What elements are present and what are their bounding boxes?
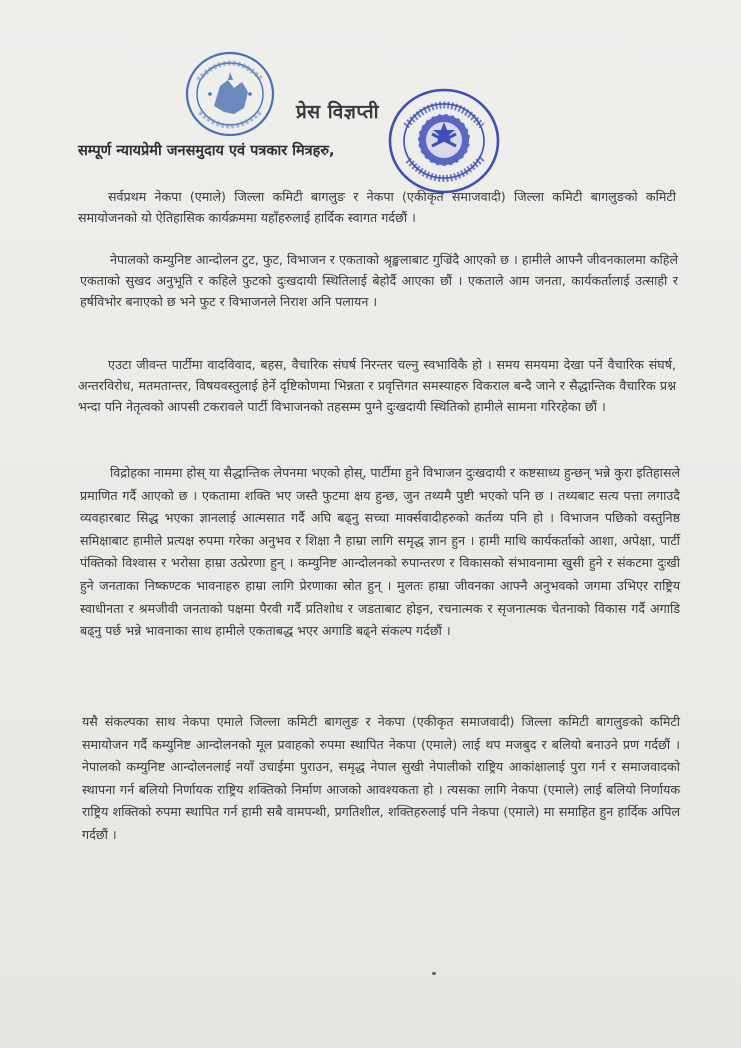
paragraph-appeal: यसै संकल्पका साथ नेकपा एमाले जिल्ला कमिटी बागलुङ र नेकपा (एकीकृत समाजवादी) जिल्ला कमिटी बागलुङको कमिटी समायोजन गर्दै कम्युनिष्ट आन्दोलनको मूल प्रवाहको रुपमा स्थापित नेकपा (एमाले) लाई थप मजबुद र बलियो बनाउने प्रण गर्दछौं । नेपालको कम्युनिष्ट आन्दोलनलाई नयाँ उचाईमा पुराउन, समृद्ध नेपाल सुखी नेपालीको राष्ट्रिय आकांक्षालाई पुरा गर्न र समाजवादको स्थापना गर्न बलियो निर्णायक राष्ट्रिय शक्तिको निर्माण आजको आवश्यकता हो । त्यसका लागि नेकपा (एमाले) लाई बलियो निर्णायक राष्ट्रिय शक्तिको रुपमा स्थापित गर्न हामी सबै वामपन्थी, प्रगतिशील, शक्तिहरुलाई पनि नेकपा (एमाले) मा समाहित हुन हार्दिक अपिल गर्दछौं । [82,714,680,842]
paragraph-welcome: सर्वप्रथम नेकपा (एमाले) जिल्ला कमिटी बागलुङ र नेकपा (एकीकृत समाजवादी) जिल्ला कमिटी बागलुङको कमिटी समायोजनको यो ऐतिहासिक कार्यक्रममा यहाँहरुलाई हार्दिक स्वागत गर्दछौं । [78,189,676,225]
party-emblem-icon [184,50,276,138]
official-seal-icon [386,86,502,196]
paragraph-division: विद्रोहका नाममा होस् या सैद्धान्तिक लेपनमा भएको होस्, पार्टीमा हुने विभाजन दुःखदायी र कष्टसाध्य हुन्छन् भन्ने कुरा इतिहासले प्रमाणित गर्दै आएको छ । एकतामा शक्ति भए जस्तै फुटमा क्षय हुन्छ, जुन तथ्यमै पुष्टी भएको पनि छ । तथ्यबाट सत्य पत्ता लगाउदै व्यवहारबाट सिद्ध भएका ज्ञानलाई आत्मसात गर्दै अघि बढ्नु सच्चा मार्क्सवादीहरुको कर्तव्य पनि हो । विभाजन पछिको वस्तुनिष्ठ समिक्षाबाट हामीले प्रत्यक्ष रुपमा गरेका अनुभव र शिक्षा नै हाम्रा लागि समृद्ध ज्ञान हुन । हामी माथि कार्यकर्ताको आशा, अपेक्षा, पार्टी पंक्तिको विश्वास र भरोसा हाम्रा उत्प्रेरणा हुन् । कम्युनिष्ट आन्दोलनको रुपान्तरण र विकासको संभावनामा खुसी हुने र संकटमा दुःखी हुने जनताका निष्कण्टक भावनाहरु हाम्रा लागि प्रेरणाका स्रोत हुन् । मुलतः हाम्रा जीवनका आफ्नै अनुभवको जगमा उभिएर राष्ट्रिय स्वाधीनता र श्रमजीवी जनताको पक्षमा पैरवी गर्दै प्रतिशोध र जडताबाट होइन, रचनात्मक र सृजनात्मक चेतनाको विकास गर्दै अगाडि बढ्नु पर्छ भन्ने भावनाका साथ हामीले एकताबद्ध भएर अगाडि बढ्ने संकल्प गर्दछौं । [80,465,680,639]
page-title: प्रेस विज्ञप्ती [296,101,380,123]
paragraph-history: नेपालको कम्युनिष्ट आन्दोलन टुट, फुट, विभाजन र एकताको श्रृङ्खलाबाट गुज्रिंदै आएको छ । हामीले आफ्नै जीवनकालमा कहिले एकताको सुखद अनुभूति र कहिले फुटको दुःखदायी स्थितिलाई बेहोर्दै आएका छौं । एकताले आम जनता, कार्यकर्तालाई उत्साही र हर्षविभोर बनाएको छ भने फुट र विभाजनले निराश अनि पलायन । [80,252,678,309]
paragraph-debate: एउटा जीवन्त पार्टीमा वादविवाद, बहस, वैचारिक संघर्ष निरन्तर चल्नु स्वभाविकै हो । समय समयमा देखा पर्ने वैचारिक संघर्ष, अन्तरविरोध, मतमतान्तर, विषयवस्तुलाई हेर्ने दृष्टिकोणमा भिन्नता र प्रवृत्तिगत समस्याहरु विकराल बन्दै जाने र सैद्धान्तिक वैचारिक प्रश्न भन्दा पनि नेतृत्वको आपसी टकरावले पार्टी विभाजनको तहसम्म पुग्ने दुःखदायी स्थितिको हामीले सामना गरिरहेका छौं । [78,357,676,414]
salutation: सम्पूर्ण न्यायप्रेमी जनसमुदाय एवं पत्रकार मित्रहरु, [78,143,335,159]
ink-speck [432,972,436,975]
